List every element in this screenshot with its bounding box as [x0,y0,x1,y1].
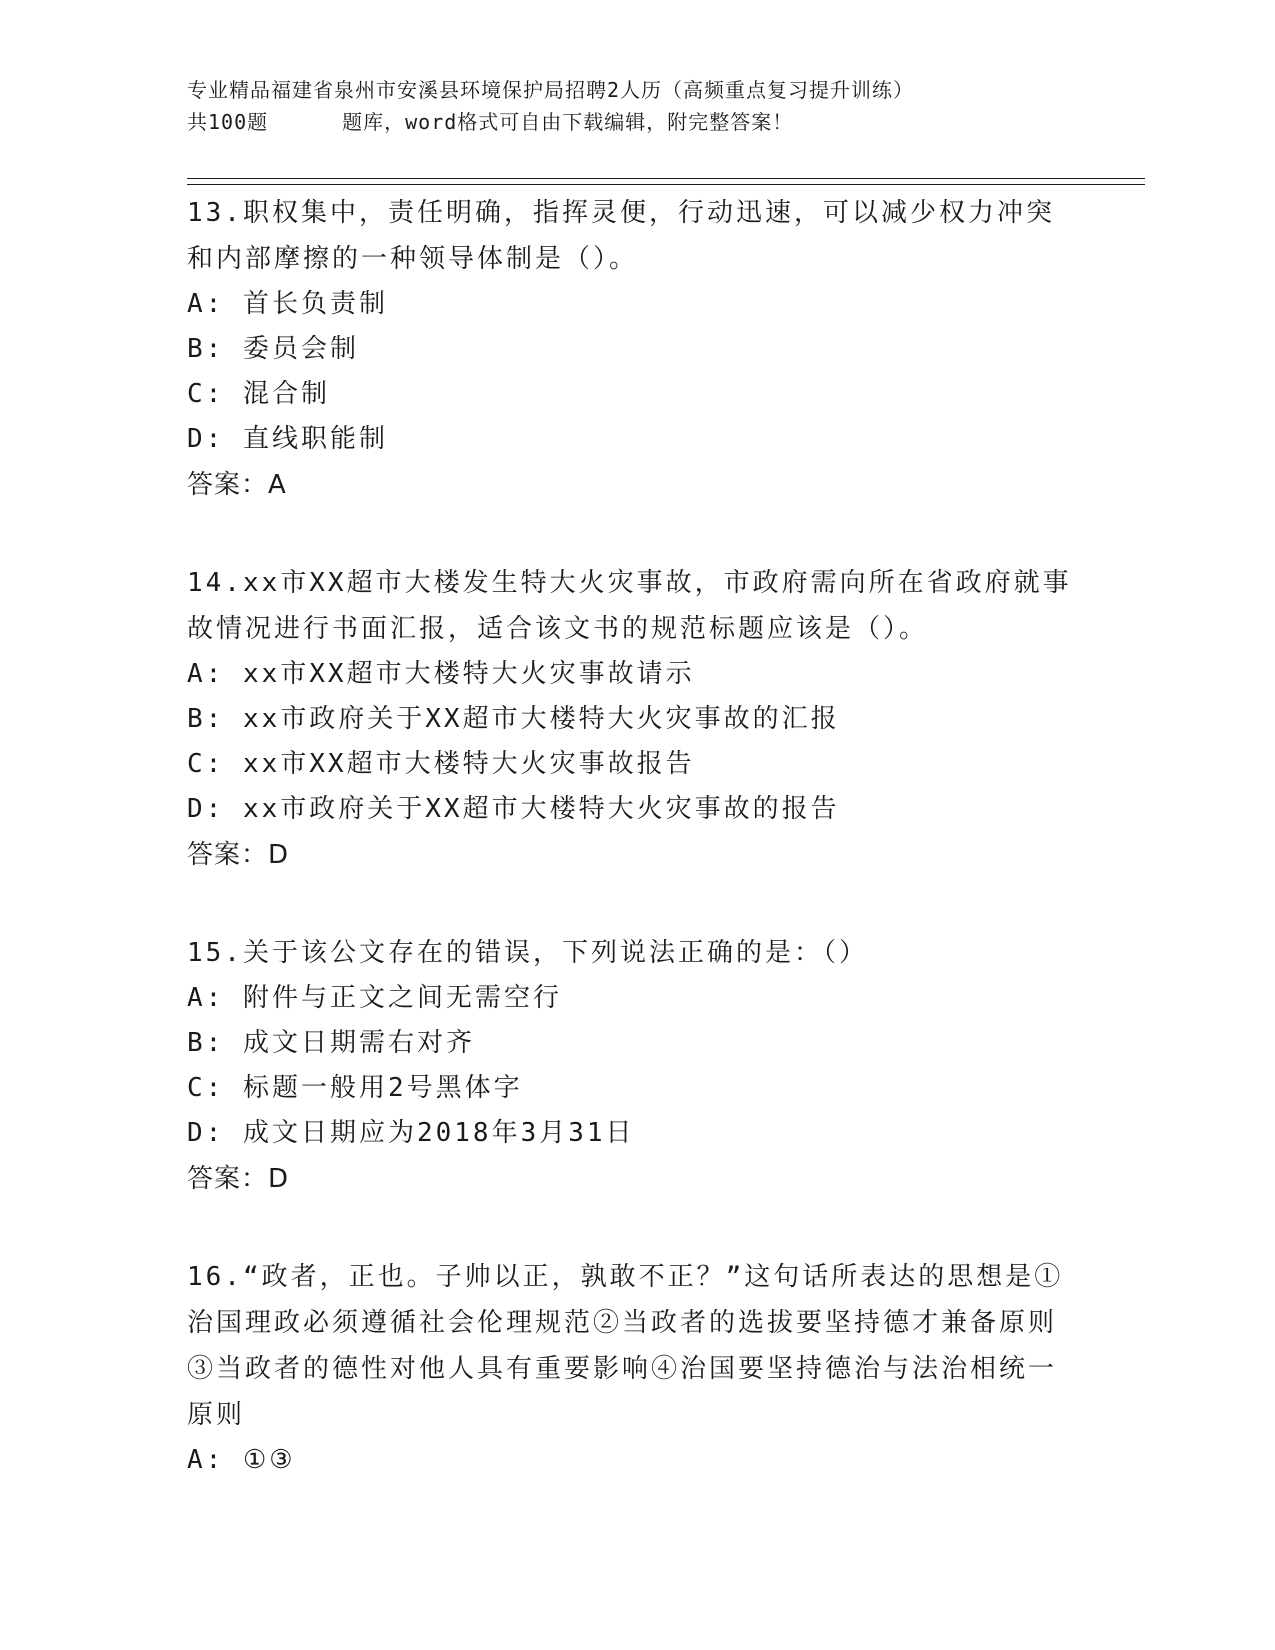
header-question-count: 共100题 [187,110,269,134]
answer: 答案：D [187,840,290,870]
header-divider-thin [187,184,1145,185]
option-c: C: 标题一般用2号黑体字 [187,1073,523,1103]
question-14 [187,560,1077,878]
question-list [187,190,1077,1535]
option-c: C: xx市XX超市大楼特大火灾事故报告 [187,749,695,779]
header-description: 题库，word格式可自由下载编辑，附完整答案！ [342,110,794,134]
option-b: B: 成文日期需右对齐 [187,1028,475,1058]
question-13 [187,190,1077,508]
question-16 [187,1254,1077,1483]
question-15 [187,930,1077,1202]
option-d: D: 直线职能制 [187,424,388,454]
question-text: 16.“政者，正也。子帅以正，孰敢不正？”这句话所表达的思想是①治国理政必须遵循社会伦理规范②当政者的选拔要坚持德才兼备原则③当政者的德性对他人具有重要影响④治国要坚持德治与法治相统一原则 [187,1262,1064,1430]
question-text: 15.关于该公文存在的错误，下列说法正确的是：（） [187,938,868,968]
option-b: B: xx市政府关于XX超市大楼特大火灾事故的汇报 [187,704,840,734]
header-title-line: 专业精品福建省泉州市安溪县环境保护局招聘2人历（高频重点复习提升训练） [187,78,915,102]
option-a: A: xx市XX超市大楼特大火灾事故请示 [187,659,695,689]
document-header [187,74,1087,138]
question-text: 13.职权集中，责任明确，指挥灵便，行动迅速，可以减少权力冲突和内部摩擦的一种领导体制是（）。 [187,198,1055,274]
option-d: D: 成文日期应为2018年3月31日 [187,1118,635,1148]
option-a: A: 首长负责制 [187,289,388,319]
option-a: A: ①③ [187,1445,296,1475]
option-a: A: 附件与正文之间无需空行 [187,983,562,1013]
answer: 答案：D [187,1164,290,1194]
option-d: D: xx市政府关于XX超市大楼特大火灾事故的报告 [187,794,840,824]
question-text: 14.xx市XX超市大楼发生特大火灾事故，市政府需向所在省政府就事故情况进行书面汇报，适合该文书的规范标题应该是（）。 [187,568,1072,644]
header-subtitle-line [187,106,1087,138]
option-b: B: 委员会制 [187,334,359,364]
answer: 答案：A [187,470,287,500]
option-c: C: 混合制 [187,379,330,409]
header-divider-thick [187,178,1145,179]
